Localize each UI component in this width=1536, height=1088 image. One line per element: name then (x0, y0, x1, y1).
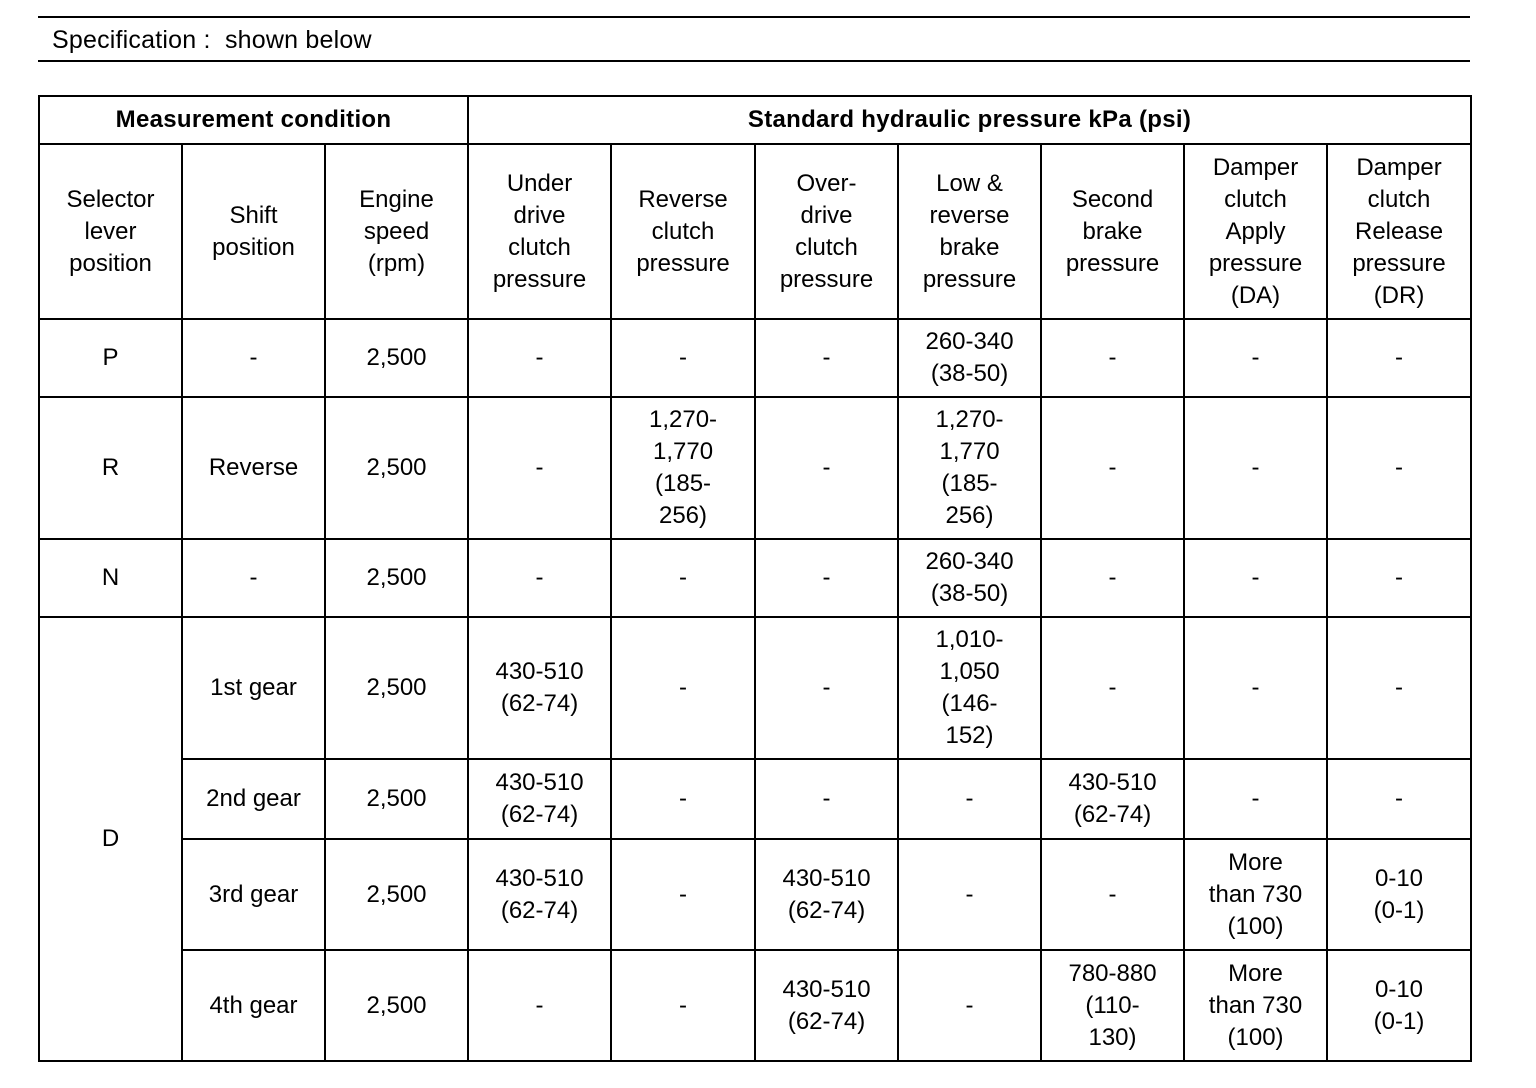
underdrive-clutch-cell: 430-510 (62-74) (468, 759, 611, 839)
specification-label: Specification (52, 26, 197, 54)
shift-position-cell: Reverse (182, 397, 325, 539)
engine-speed-cell: 2,500 (325, 397, 468, 539)
damper-apply-cell: - (1184, 759, 1327, 839)
col-header-low-reverse-brake-pressure: Low & reverse brake pressure (898, 144, 1041, 319)
underdrive-clutch-cell: 430-510 (62-74) (468, 617, 611, 759)
damper-apply-cell: More than 730 (100) (1184, 839, 1327, 950)
damper-release-cell: - (1327, 759, 1471, 839)
specification-value: shown below (224, 26, 372, 54)
selector-cell: D (39, 617, 182, 1061)
overdrive-clutch-cell: 430-510 (62-74) (755, 839, 898, 950)
engine-speed-cell: 2,500 (325, 950, 468, 1061)
engine-speed-cell: 2,500 (325, 617, 468, 759)
specification-separator: : (203, 26, 211, 54)
table-row (39, 539, 1471, 617)
hydraulic-pressure-table (38, 95, 1472, 1062)
damper-apply-cell: More than 730 (100) (1184, 950, 1327, 1061)
shift-position-cell: 1st gear (182, 617, 325, 759)
reverse-clutch-cell: - (611, 839, 755, 950)
table-row (39, 950, 1471, 1061)
low-reverse-brake-cell: 260-340 (38-50) (898, 539, 1041, 617)
second-brake-cell: 430-510 (62-74) (1041, 759, 1184, 839)
damper-release-cell: 0-10 (0-1) (1327, 950, 1471, 1061)
damper-apply-cell: - (1184, 617, 1327, 759)
underdrive-clutch-cell: 430-510 (62-74) (468, 839, 611, 950)
damper-apply-cell: - (1184, 397, 1327, 539)
reverse-clutch-cell: - (611, 759, 755, 839)
table-row (39, 759, 1471, 839)
second-brake-cell: - (1041, 539, 1184, 617)
overdrive-clutch-cell: - (755, 319, 898, 397)
shift-position-cell: - (182, 319, 325, 397)
reverse-clutch-cell: - (611, 950, 755, 1061)
selector-cell: P (39, 319, 182, 397)
second-brake-cell: - (1041, 397, 1184, 539)
second-brake-cell: - (1041, 319, 1184, 397)
col-header-engine-speed: Engine speed (rpm) (325, 144, 468, 319)
damper-release-cell: - (1327, 319, 1471, 397)
underdrive-clutch-cell: - (468, 319, 611, 397)
shift-position-cell: - (182, 539, 325, 617)
shift-position-cell: 3rd gear (182, 839, 325, 950)
column-header-row (39, 144, 1471, 319)
shift-position-cell: 2nd gear (182, 759, 325, 839)
low-reverse-brake-cell: - (898, 759, 1041, 839)
overdrive-clutch-cell: 430-510 (62-74) (755, 950, 898, 1061)
col-header-shift-position: Shift position (182, 144, 325, 319)
col-header-selector-lever-position: Selector lever position (39, 144, 182, 319)
col-header-second-brake-pressure: Second brake pressure (1041, 144, 1184, 319)
col-header-overdrive-clutch-pressure: Over- drive clutch pressure (755, 144, 898, 319)
table-row (39, 839, 1471, 950)
header-measurement-condition: Measurement condition (39, 96, 468, 144)
damper-release-cell: 0-10 (0-1) (1327, 839, 1471, 950)
selector-cell: N (39, 539, 182, 617)
col-header-damper-clutch-release-pressure: Damper clutch Release pressure (DR) (1327, 144, 1471, 319)
underdrive-clutch-cell: - (468, 397, 611, 539)
low-reverse-brake-cell: 260-340 (38-50) (898, 319, 1041, 397)
low-reverse-brake-cell: - (898, 839, 1041, 950)
group-header-row (39, 96, 1471, 144)
second-brake-cell: - (1041, 617, 1184, 759)
low-reverse-brake-cell: - (898, 950, 1041, 1061)
reverse-clutch-cell: - (611, 617, 755, 759)
shift-position-cell: 4th gear (182, 950, 325, 1061)
engine-speed-cell: 2,500 (325, 539, 468, 617)
overdrive-clutch-cell: - (755, 397, 898, 539)
damper-release-cell: - (1327, 617, 1471, 759)
col-header-reverse-clutch-pressure: Reverse clutch pressure (611, 144, 755, 319)
low-reverse-brake-cell: 1,270- 1,770 (185- 256) (898, 397, 1041, 539)
second-brake-cell: - (1041, 839, 1184, 950)
reverse-clutch-cell: - (611, 539, 755, 617)
underdrive-clutch-cell: - (468, 539, 611, 617)
table-row (39, 319, 1471, 397)
reverse-clutch-cell: - (611, 319, 755, 397)
low-reverse-brake-cell: 1,010- 1,050 (146- 152) (898, 617, 1041, 759)
reverse-clutch-cell: 1,270- 1,770 (185- 256) (611, 397, 755, 539)
selector-cell: R (39, 397, 182, 539)
overdrive-clutch-cell: - (755, 759, 898, 839)
second-brake-cell: 780-880 (110- 130) (1041, 950, 1184, 1061)
engine-speed-cell: 2,500 (325, 839, 468, 950)
col-header-underdrive-clutch-pressure: Under drive clutch pressure (468, 144, 611, 319)
col-header-damper-clutch-apply-pressure: Damper clutch Apply pressure (DA) (1184, 144, 1327, 319)
header-standard-hydraulic-pressure: Standard hydraulic pressure kPa (psi) (468, 96, 1471, 144)
overdrive-clutch-cell: - (755, 539, 898, 617)
engine-speed-cell: 2,500 (325, 759, 468, 839)
damper-apply-cell: - (1184, 539, 1327, 617)
damper-release-cell: - (1327, 397, 1471, 539)
damper-release-cell: - (1327, 539, 1471, 617)
underdrive-clutch-cell: - (468, 950, 611, 1061)
damper-apply-cell: - (1184, 319, 1327, 397)
specification-bar (38, 16, 1470, 62)
engine-speed-cell: 2,500 (325, 319, 468, 397)
table-row (39, 397, 1471, 539)
overdrive-clutch-cell: - (755, 617, 898, 759)
specification-line (52, 26, 372, 55)
table-row (39, 617, 1471, 759)
